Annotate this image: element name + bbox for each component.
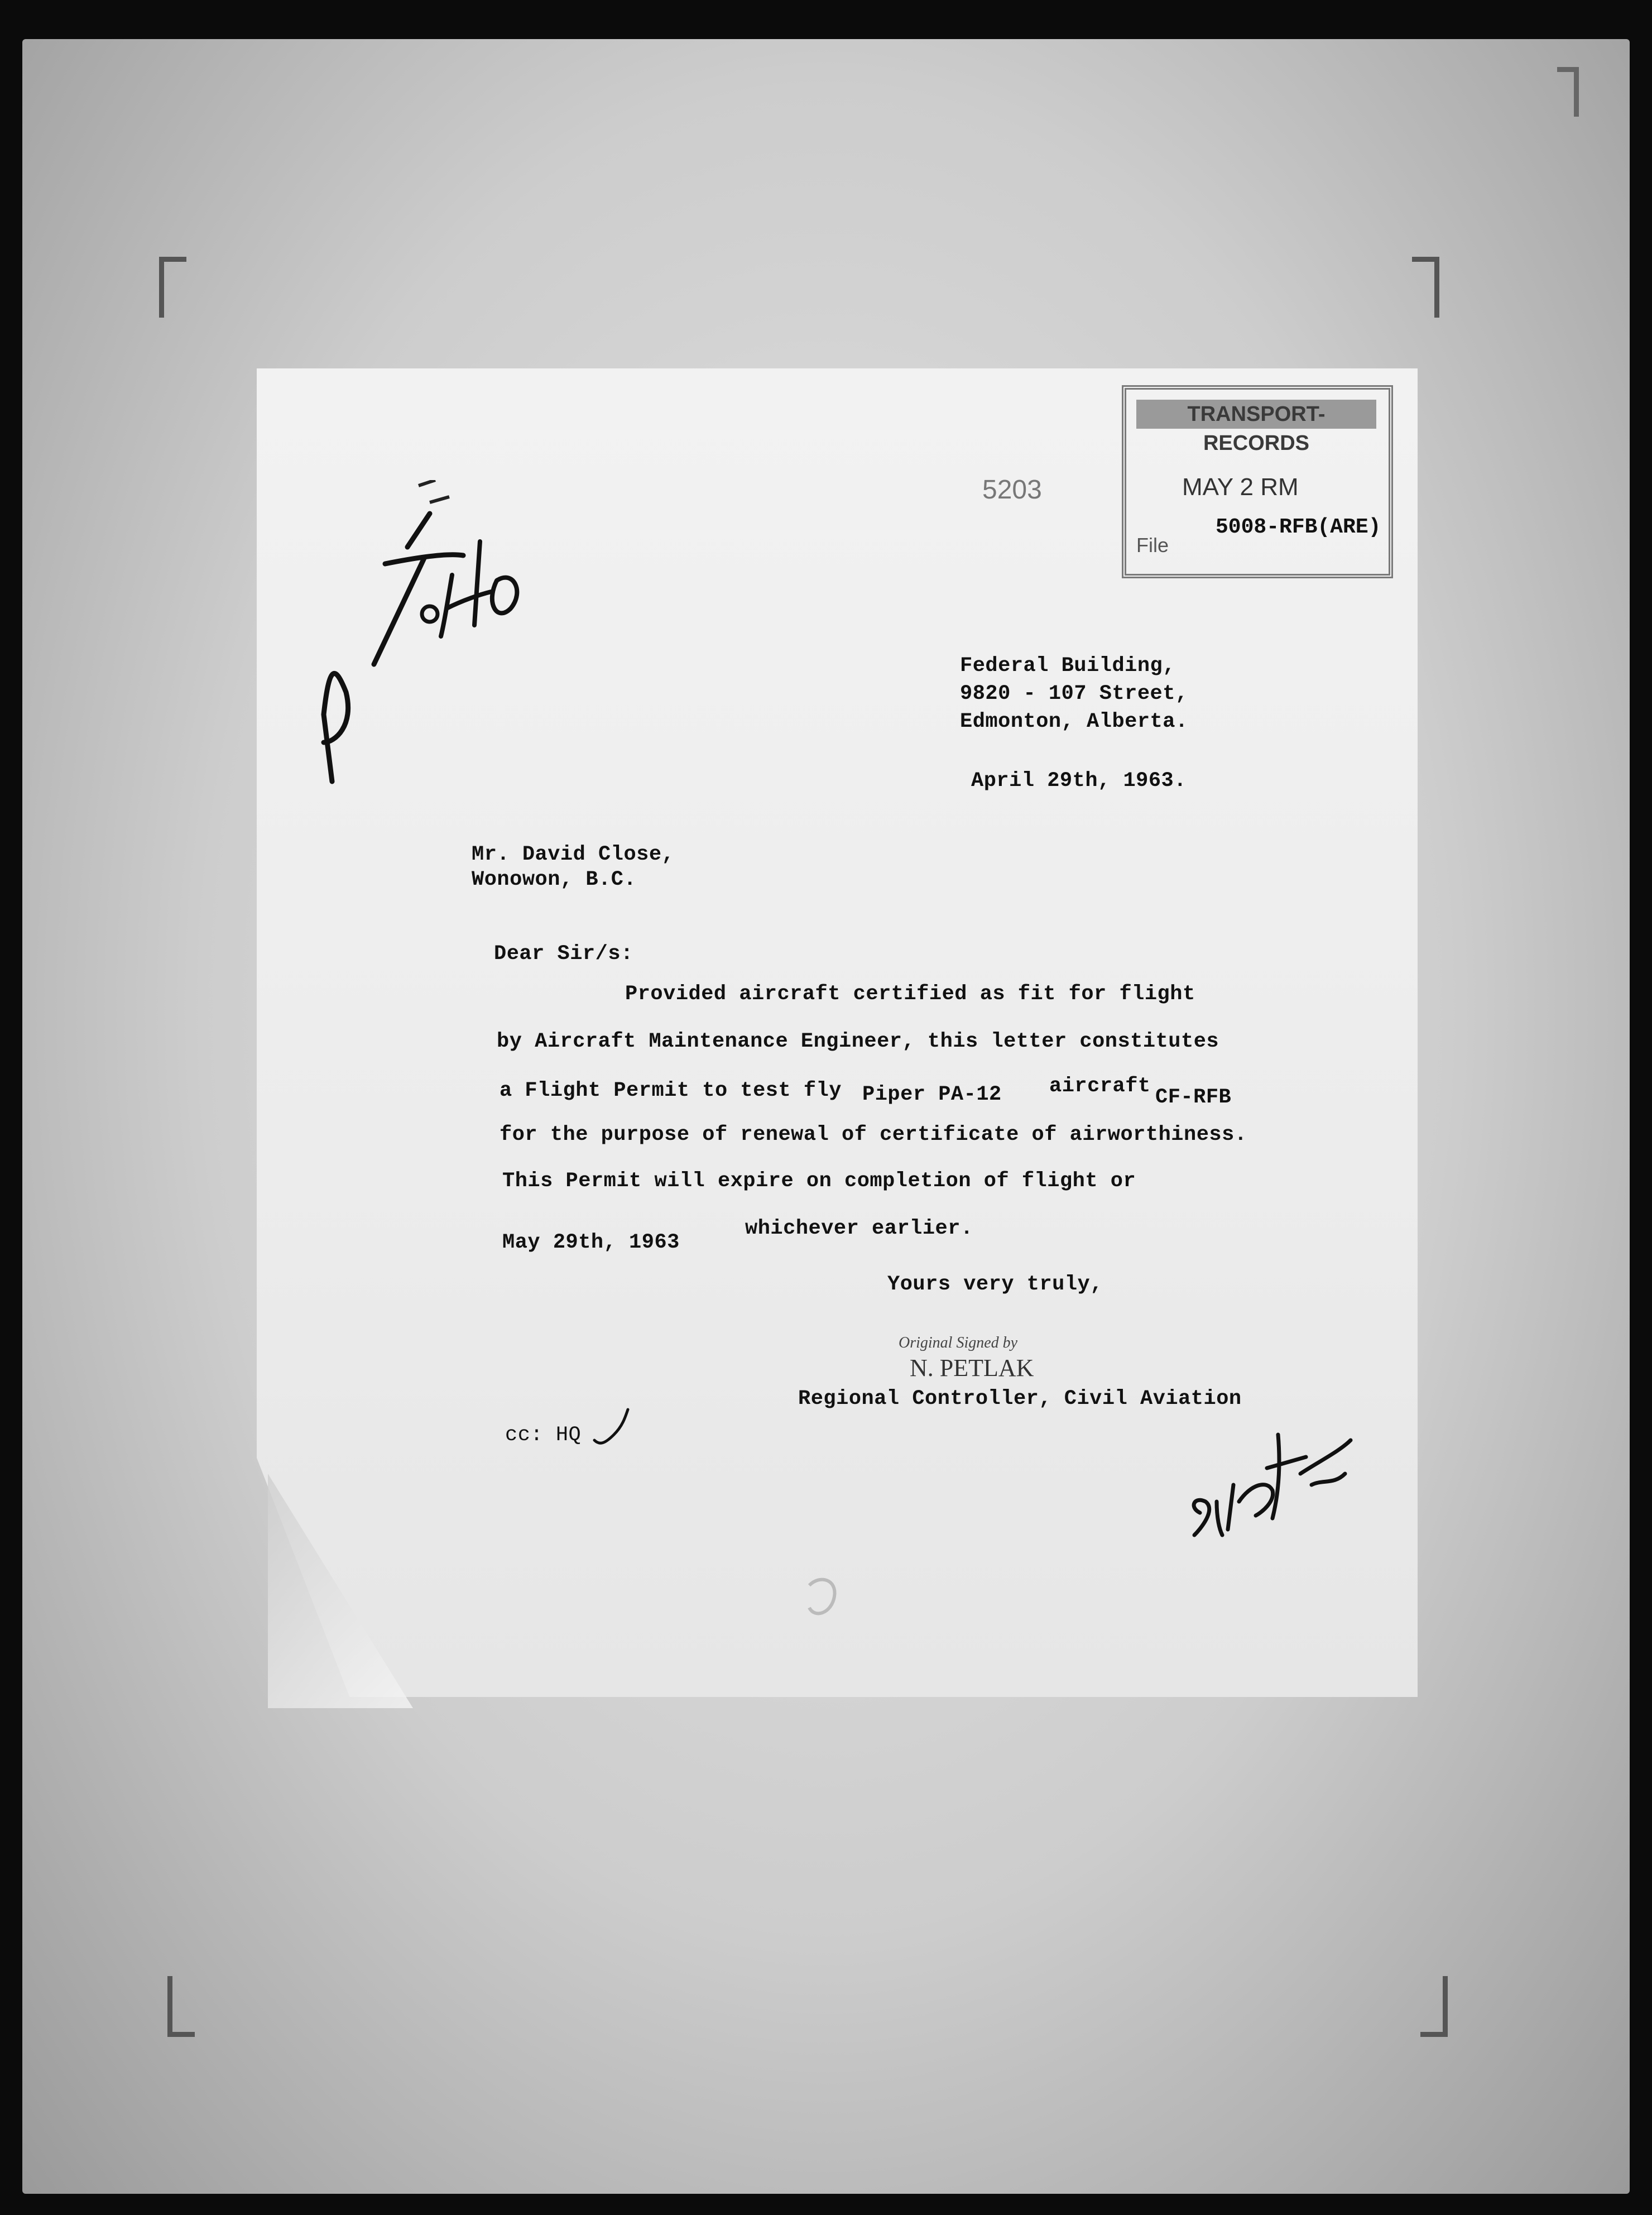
signer-name: N. PETLAK xyxy=(910,1354,1034,1382)
handwritten-initials xyxy=(1183,1401,1362,1552)
body-line-4: for the purpose of renewal of certificate of airworthiness. xyxy=(500,1123,1247,1147)
crop-mark-top-right xyxy=(1412,257,1439,318)
handwritten-routing-note xyxy=(313,480,547,793)
signature-note: Original Signed by xyxy=(899,1334,1018,1351)
stamp-file-number: 5008-RFB(ARE) xyxy=(1216,515,1381,539)
carbon-copy: cc: HQ xyxy=(505,1423,582,1447)
smudge-mark xyxy=(798,1569,848,1630)
crop-mark-bottom-left xyxy=(167,1976,195,2037)
signer-title: Regional Controller, Civil Aviation xyxy=(798,1387,1242,1411)
recipient-name: Mr. David Close, xyxy=(472,843,675,866)
expiry-date: May 29th, 1963 xyxy=(502,1231,680,1254)
address-line-2: 9820 - 107 Street, xyxy=(960,682,1188,706)
document-number: 5203 xyxy=(982,475,1042,505)
recipient-location: Wonowon, B.C. xyxy=(472,868,637,891)
crop-mark-top-left xyxy=(159,257,186,318)
body-line-1: Provided aircraft certified as fit for flight xyxy=(625,982,1195,1006)
stamp-date: MAY 2 RM xyxy=(1182,473,1299,501)
stamp-title: TRANSPORT-RECORDS xyxy=(1136,400,1376,429)
crop-mark-bottom-right xyxy=(1420,1976,1448,2037)
body-line-6: whichever earlier. xyxy=(745,1217,973,1240)
received-stamp xyxy=(1122,385,1393,578)
aircraft-registration: CF-RFB xyxy=(1155,1086,1232,1109)
address-line-3: Edmonton, Alberta. xyxy=(960,710,1188,733)
body-line-2: by Aircraft Maintenance Engineer, this letter constitutes xyxy=(497,1030,1219,1053)
stamp-file-label: File xyxy=(1136,534,1169,557)
checkmark-icon xyxy=(592,1407,636,1451)
closing: Yours very truly, xyxy=(887,1273,1103,1296)
salutation: Dear Sir/s: xyxy=(494,942,633,966)
address-line-1: Federal Building, xyxy=(960,654,1175,678)
aircraft-word: aircraft xyxy=(1049,1075,1151,1098)
crop-mark-outer xyxy=(1557,67,1579,117)
body-line-5: This Permit will expire on completion of flight or xyxy=(502,1169,1136,1193)
letter-date: April 29th, 1963. xyxy=(971,769,1187,793)
aircraft-type: Piper PA-12 xyxy=(862,1083,1002,1106)
body-line-3: a Flight Permit to test fly xyxy=(500,1079,842,1102)
